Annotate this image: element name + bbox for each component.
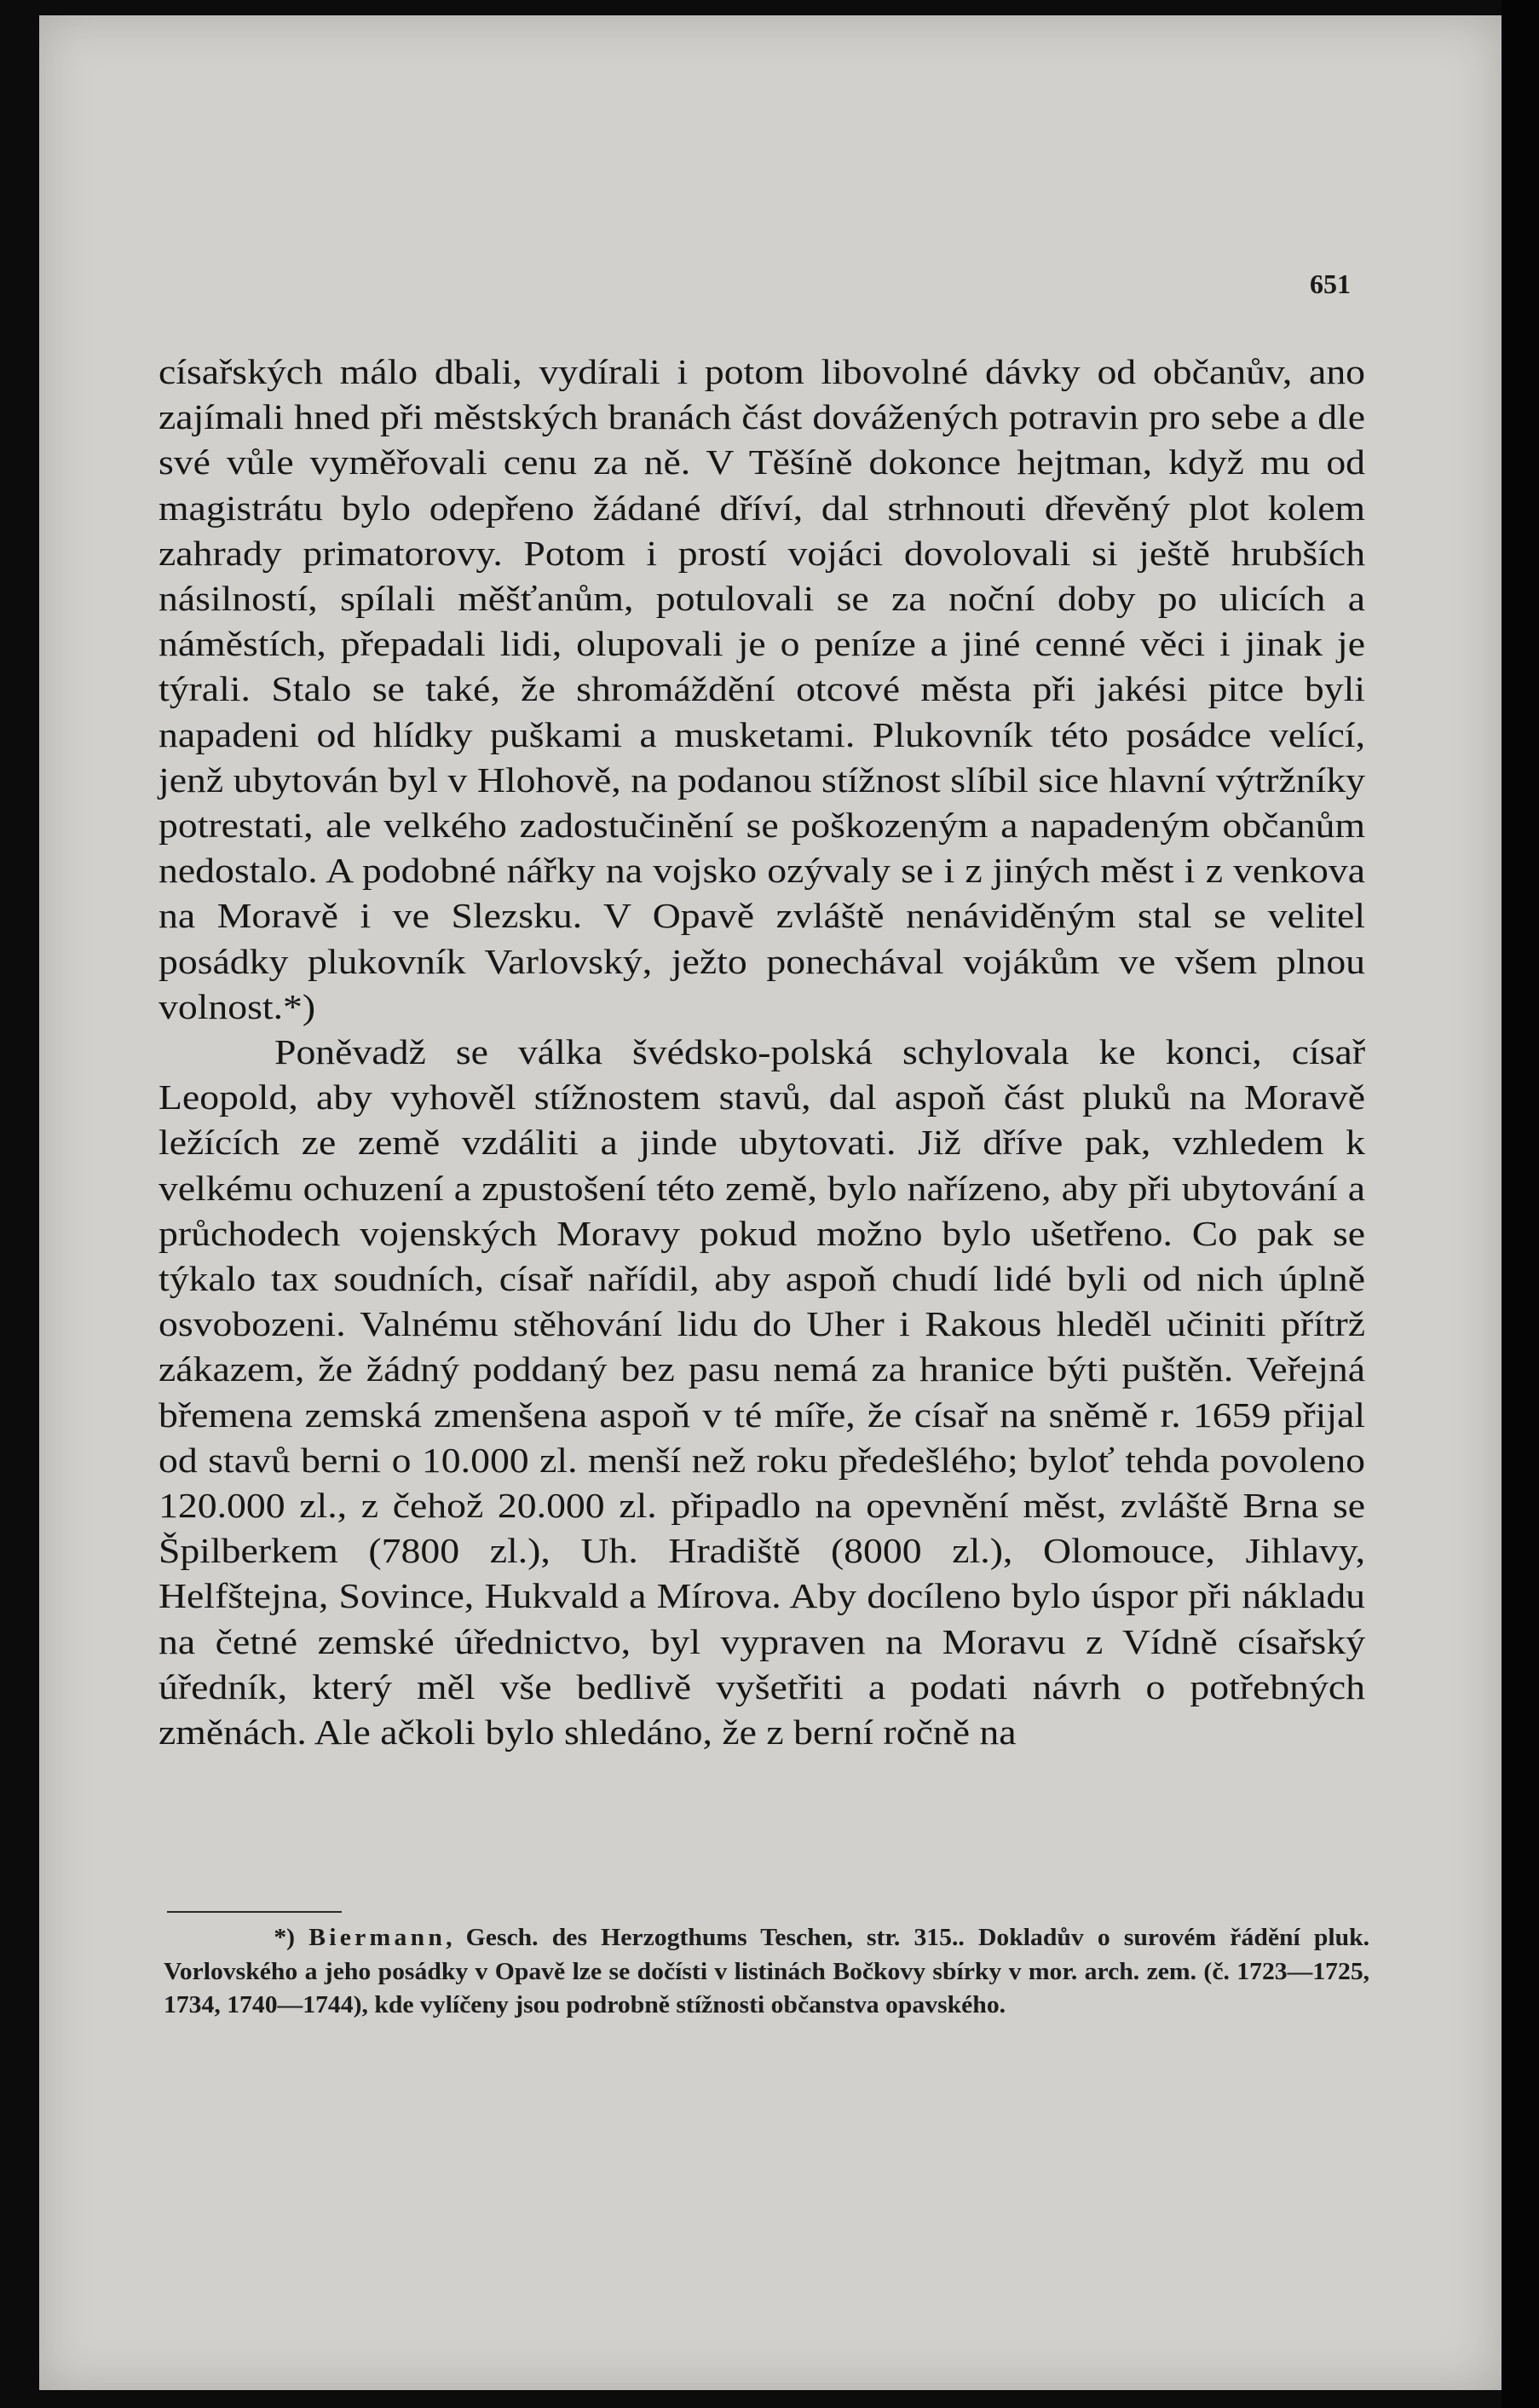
footnote-paragraph (164, 1921, 1369, 2023)
footnote-author: Biermann (308, 1925, 447, 1951)
paragraph-2: Poněvadž se válka švédsko-polská schylovala ke konci, císař Leopold, aby vyhověl stížnostem stavů, dal aspoň část pluků na Moravě ležících ze země vzdáliti a jinde ubytovati. Již dříve pak, vzhledem k velkému ochuzení a zpustošení této země, bylo nařízeno, aby při ubytování a průchodech vojenských Moravy pokud možno bylo ušetřeno. Co pak se týkalo tax soudních, císař nařídil, aby aspoň chudí lidé byli od nich úplně osvobozeni. Valnému stěhování lidu do Uher i Rakous hleděl učiniti přítrž zákazem, že žádný poddaný bez pasu nemá za hranice býti puštěn. Veřejná břemena zemská zmenšena aspoň v té míře, že císař na sněmě r. 1659 přijal od stavů berni o 10.000 zl. menší než roku předešlého; byloť tehda povoleno 120.000 zl., z čehož 20.000 zl. připadlo na opevnění měst, zvláště Brna se Špilberkem (7800 zl.), Uh. Hradiště (8000 zl.), Olomouce, Jihlavy, Helfštejna, Sovince, Hukvald a Mírova. Aby docíleno bylo úspor při nákladu na četné zemské úřednictvo, byl vypraven na Moravu z Vídně císařský úředník, který měl vše bedlivě vyšetřiti a podati návrh o potřebných změnách. Ale ačkoli bylo shledáno, že z berní ročně na (159, 1032, 1366, 1753)
footnote (164, 1921, 1369, 2023)
main-text (159, 349, 1365, 1755)
paragraph-1: císařských málo dbali, vydírali i potom libovolné dávky od občanův, ano zajímali hned při městských branách část dovážených potravin pro sebe a dle své vůle vyměřovali cenu za ně. V Těšíně dokonce hejtman, když mu od magistrátu bylo odepřeno žádané dříví, dal strhnouti dřevěný plot kolem zahrady primatorovy. Potom i prostí vojáci dovolovali si ještě hrubších násilností, spílali měšťanům, potulovali se za noční doby po ulicích a náměstích, přepadali lidi, olupovali je o peníze a jiné cenné věci i jinak je týrali. Stalo se také, že shromáždění otcové města při jakési pitce byli napadeni od hlídky puškami a musketami. Plukovník této posádce velící, jenž ubytován byl v Hlohově, na podanou stížnost slíbil sice hlavní výtržníky potrestati, ale velkého zadostučinění se poškozeným a napadeným občanům nedostalo. A podobné nářky na vojsko ozývaly se i z jiných měst i z venkova na Moravě i ve Slezsku. V Opavě zvláště nenáviděným stal se velitel posádky plukovník Varlovský, ježto ponechával vojákům ve všem plnou volnost.*) (159, 352, 1366, 1026)
footnote-marker: *) (274, 1925, 296, 1951)
footnote-text: , Gesch. des Herzogthums Teschen, str. 315.. Dokladův o surovém řádění pluk. Vorlovského a jeho posádky v Opavě lze se dočísti v listinách Bočkovy sbírky v mor. arch. zem. (č. 1723—1725, 1734, 1740—1744), kde vylíčeny jsou podrobně stížnosti občanstva opavského. (164, 1925, 1370, 2018)
page-number: 651 (1310, 269, 1351, 299)
scan-border (1502, 0, 1539, 2408)
footnote-divider (167, 1911, 342, 1913)
